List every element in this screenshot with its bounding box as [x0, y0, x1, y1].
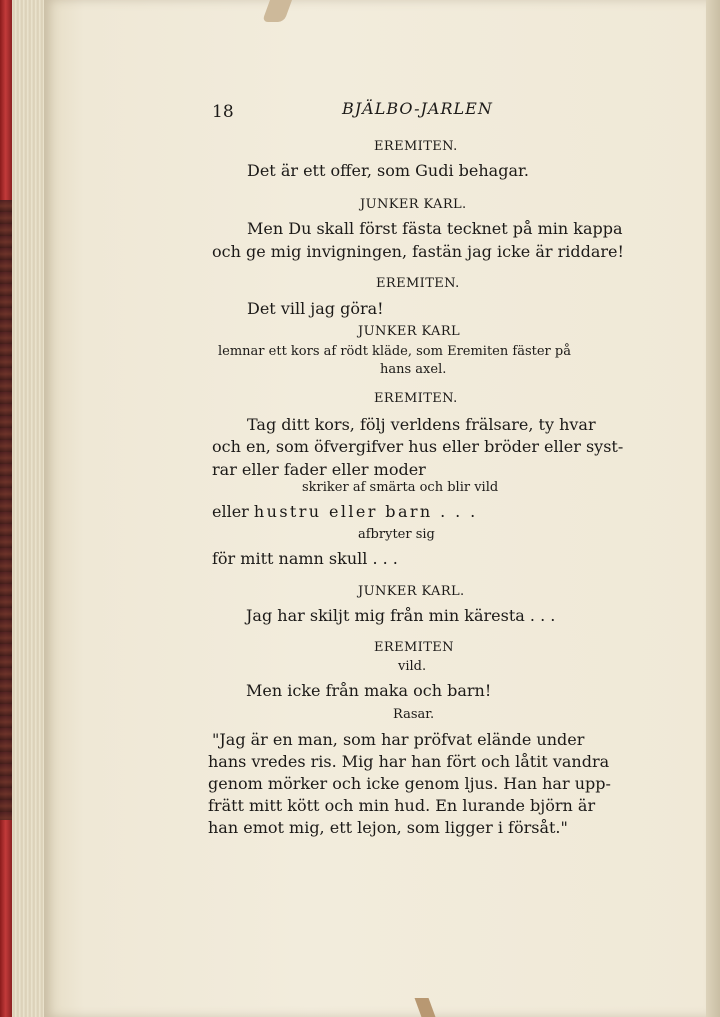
dialogue-line: frätt mitt kött och min hud. En lurande björn är — [208, 796, 596, 815]
dialogue-line: Tag ditt kors, följ verldens frälsare, ty hvar — [247, 415, 596, 434]
dialogue-line: Det är ett offer, som Gudi behagar. — [247, 161, 529, 180]
speaker-label: EREMITEN. — [374, 391, 458, 406]
dialogue-line: "Jag är en man, som har pröfvat elände under — [212, 730, 585, 749]
dialogue-fragment: eller — [212, 502, 254, 521]
dialogue-line: Jag har skiljt mig från min käresta . . . — [246, 606, 556, 625]
dialogue-line — [212, 504, 478, 520]
dialogue-line: och ge mig invigningen, fastän jag icke är riddare! — [212, 242, 624, 261]
dialogue-line: han emot mig, ett lejon, som ligger i försåt." — [208, 818, 568, 837]
speaker-label: EREMITEN. — [376, 276, 460, 291]
speaker-label: JUNKER KARL — [358, 324, 461, 339]
speaker-label: JUNKER KARL. — [360, 197, 467, 212]
dialogue-line: och en, som öfvergifver hus eller bröder eller syst- — [212, 437, 624, 456]
page-number: 18 — [212, 102, 234, 122]
emphasized-text: hustru eller barn . . . — [253, 502, 478, 521]
stage-direction: hans axel. — [380, 362, 447, 377]
dialogue-line: rar eller fader eller moder — [212, 460, 426, 479]
speaker-label: EREMITEN — [374, 640, 454, 655]
dialogue-line: Det vill jag göra! — [247, 299, 384, 318]
page-right-edge — [706, 0, 720, 1017]
speaker-label: JUNKER KARL. — [358, 584, 465, 599]
binding-pattern — [0, 200, 12, 820]
stage-direction: skriker af smärta och blir vild — [302, 480, 499, 495]
speaker-label: EREMITEN. — [374, 139, 458, 154]
dialogue-line: för mitt namn skull . . . — [212, 549, 398, 568]
stage-direction: lemnar ett kors af rödt kläde, som Eremiten fäster på — [218, 344, 571, 359]
dialogue-line: hans vredes ris. Mig har han fört och låtit vandra — [208, 752, 610, 771]
stage-direction: vild. — [398, 659, 427, 674]
dialogue-line: genom mörker och icke genom ljus. Han har upp- — [208, 774, 611, 793]
dialogue-line: Men icke från maka och barn! — [246, 681, 492, 700]
page-edges — [12, 0, 48, 1017]
stage-direction: Rasar. — [393, 707, 435, 722]
dialogue-line: Men Du skall först fästa tecknet på min kappa — [247, 219, 623, 238]
running-head: BJÄLBO-JARLEN — [342, 99, 493, 118]
stage-direction: afbryter sig — [358, 527, 435, 542]
